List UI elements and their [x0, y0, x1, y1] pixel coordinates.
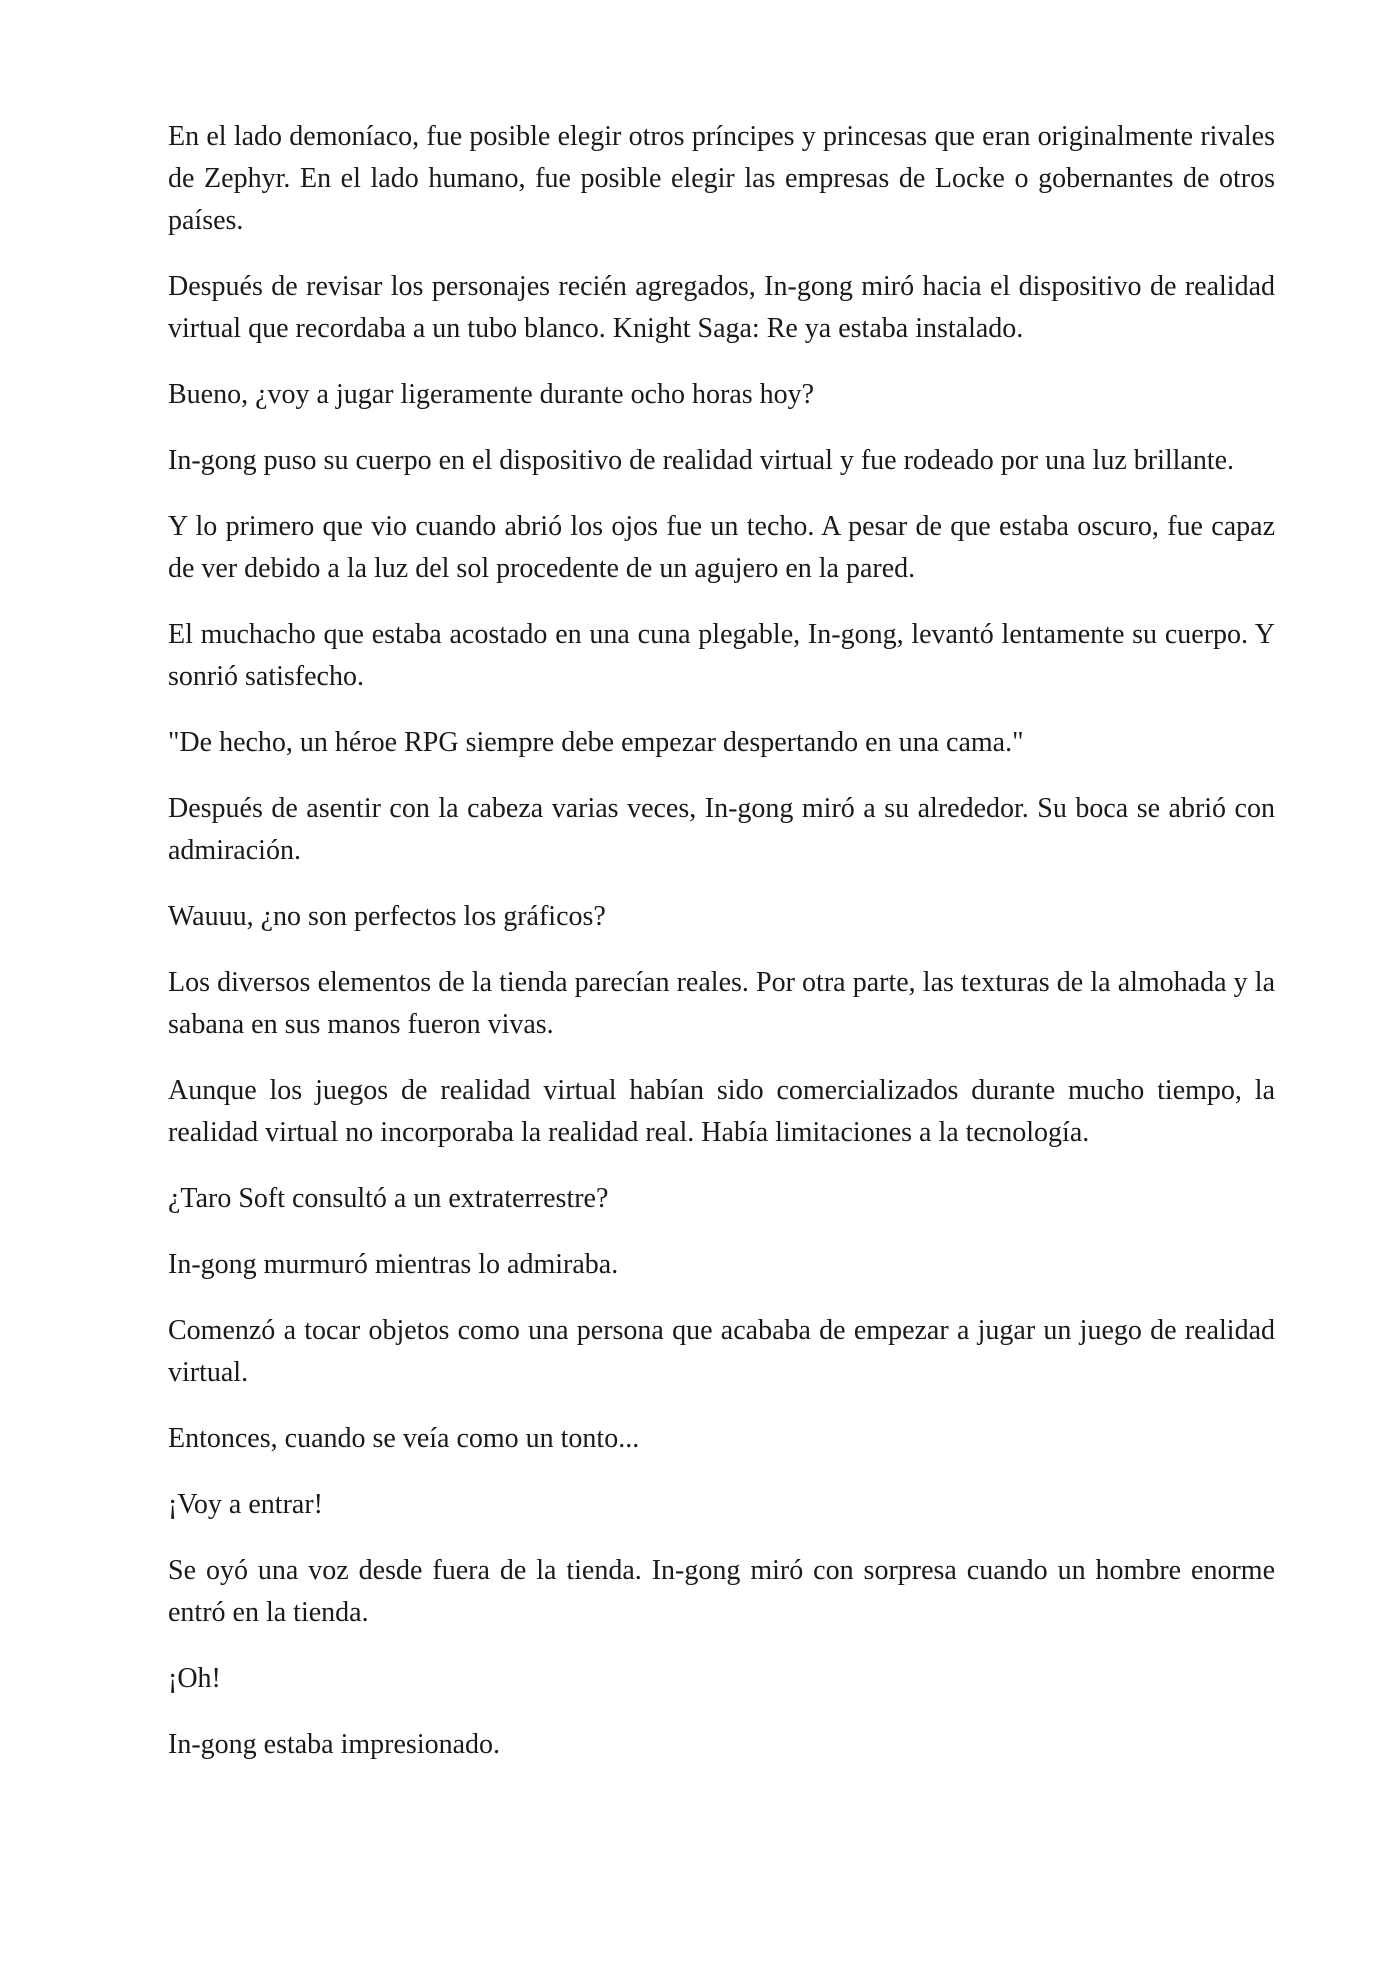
paragraph-7: "De hecho, un héroe RPG siempre debe empezar despertando en una cama.": [168, 727, 1024, 758]
paragraph-10: Los diversos elementos de la tienda parecían reales. Por otra parte, las texturas de la almohada y la sabana en sus manos fueron vivas.: [168, 967, 1275, 1040]
paragraph-19: In-gong estaba impresionado.: [168, 1729, 501, 1760]
paragraph-17: Se oyó una voz desde fuera de la tienda. In-gong miró con sorpresa cuando un hombre enorme entró en la tienda.: [168, 1555, 1275, 1628]
paragraph-2: Después de revisar los personajes recién agregados, In-gong miró hacia el dispositivo de realidad virtual que recordaba a un tubo blanco. Knight Saga: Re ya estaba instalado.: [168, 271, 1275, 344]
paragraph-8: Después de asentir con la cabeza varias veces, In-gong miró a su alrededor. Su boca se abrió con admiración.: [168, 793, 1275, 866]
paragraph-3: Bueno, ¿voy a jugar ligeramente durante ocho horas hoy?: [168, 379, 815, 410]
paragraph-12: ¿Taro Soft consultó a un extraterrestre?: [168, 1183, 609, 1214]
paragraph-18: ¡Oh!: [168, 1663, 221, 1694]
paragraph-14: Comenzó a tocar objetos como una persona que acababa de empezar a jugar un juego de realidad virtual.: [168, 1315, 1275, 1388]
paragraph-4: In-gong puso su cuerpo en el dispositivo de realidad virtual y fue rodeado por una luz brillante.: [168, 445, 1235, 476]
document-body: [168, 116, 1275, 1790]
paragraph-5: Y lo primero que vio cuando abrió los ojos fue un techo. A pesar de que estaba oscuro, fue capaz de ver debido a la luz del sol procedente de un agujero en la pared.: [168, 511, 1275, 584]
paragraph-16: ¡Voy a entrar!: [168, 1489, 323, 1520]
paragraph-9: Wauuu, ¿no son perfectos los gráficos?: [168, 901, 606, 932]
paragraph-6: El muchacho que estaba acostado en una cuna plegable, In-gong, levantó lentamente su cuerpo. Y sonrió satisfecho.: [168, 619, 1275, 692]
paragraph-11: Aunque los juegos de realidad virtual habían sido comercializados durante mucho tiempo, la realidad virtual no incorporaba la realidad real. Había limitaciones a la tecnología.: [168, 1075, 1275, 1148]
paragraph-15: Entonces, cuando se veía como un tonto...: [168, 1423, 640, 1454]
paragraph-13: In-gong murmuró mientras lo admiraba.: [168, 1249, 619, 1280]
paragraph-1: En el lado demoníaco, fue posible elegir otros príncipes y princesas que eran originalmente rivales de Zephyr. En el lado humano, fue posible elegir las empresas de Locke o gobernantes de otros países.: [168, 121, 1275, 236]
